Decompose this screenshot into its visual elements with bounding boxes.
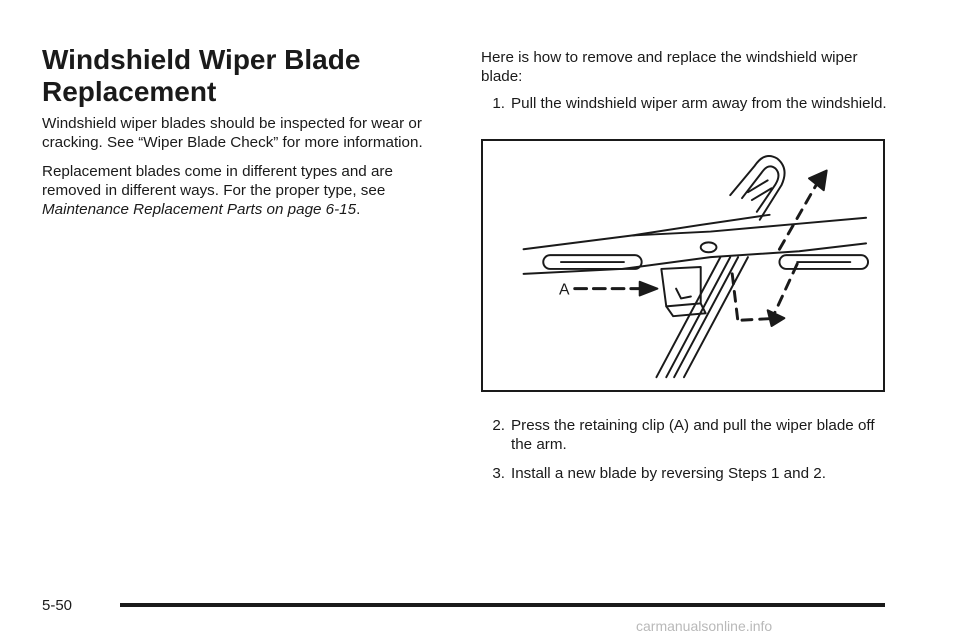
site-watermark: carmanualsonline.info xyxy=(636,618,773,634)
left-column xyxy=(42,114,442,229)
callout-label-a: A xyxy=(558,281,570,299)
paragraph-inspection: Windshield wiper blades should be inspected for wear or cracking. See “Wiper Blade Check” for more information. xyxy=(42,115,423,151)
step-2 xyxy=(481,416,891,454)
instructions-lead: Here is how to remove and replace the windshield wiper blade: xyxy=(481,49,858,85)
step-number: 1. xyxy=(492,95,505,112)
steps-continued xyxy=(481,416,891,493)
page-number: 5-50 xyxy=(42,597,73,614)
step-text: Pull the windshield wiper arm away from the windshield. xyxy=(511,95,887,112)
right-column xyxy=(481,48,891,123)
step-text: Press the retaining clip (A) and pull the wiper blade off the arm. xyxy=(511,417,875,453)
paragraph-end: . xyxy=(356,201,361,218)
step-3 xyxy=(481,464,891,483)
step-1 xyxy=(481,94,891,113)
step-number: 2. xyxy=(492,417,505,434)
section-title: Windshield Wiper Blade Replacement xyxy=(42,44,361,107)
step-text: Install a new blade by reversing Steps 1 and 2. xyxy=(511,465,826,482)
wiper-arm-illustration xyxy=(481,139,885,392)
step-number: 3. xyxy=(492,465,505,482)
maintenance-parts-reference: Maintenance Replacement Parts on page 6-15 xyxy=(42,201,357,218)
paragraph-text: Replacement blades come in different types and are removed in different ways. For the proper type, see xyxy=(42,163,393,199)
footer-divider xyxy=(120,603,885,607)
paragraph-replacement-types xyxy=(42,162,442,219)
